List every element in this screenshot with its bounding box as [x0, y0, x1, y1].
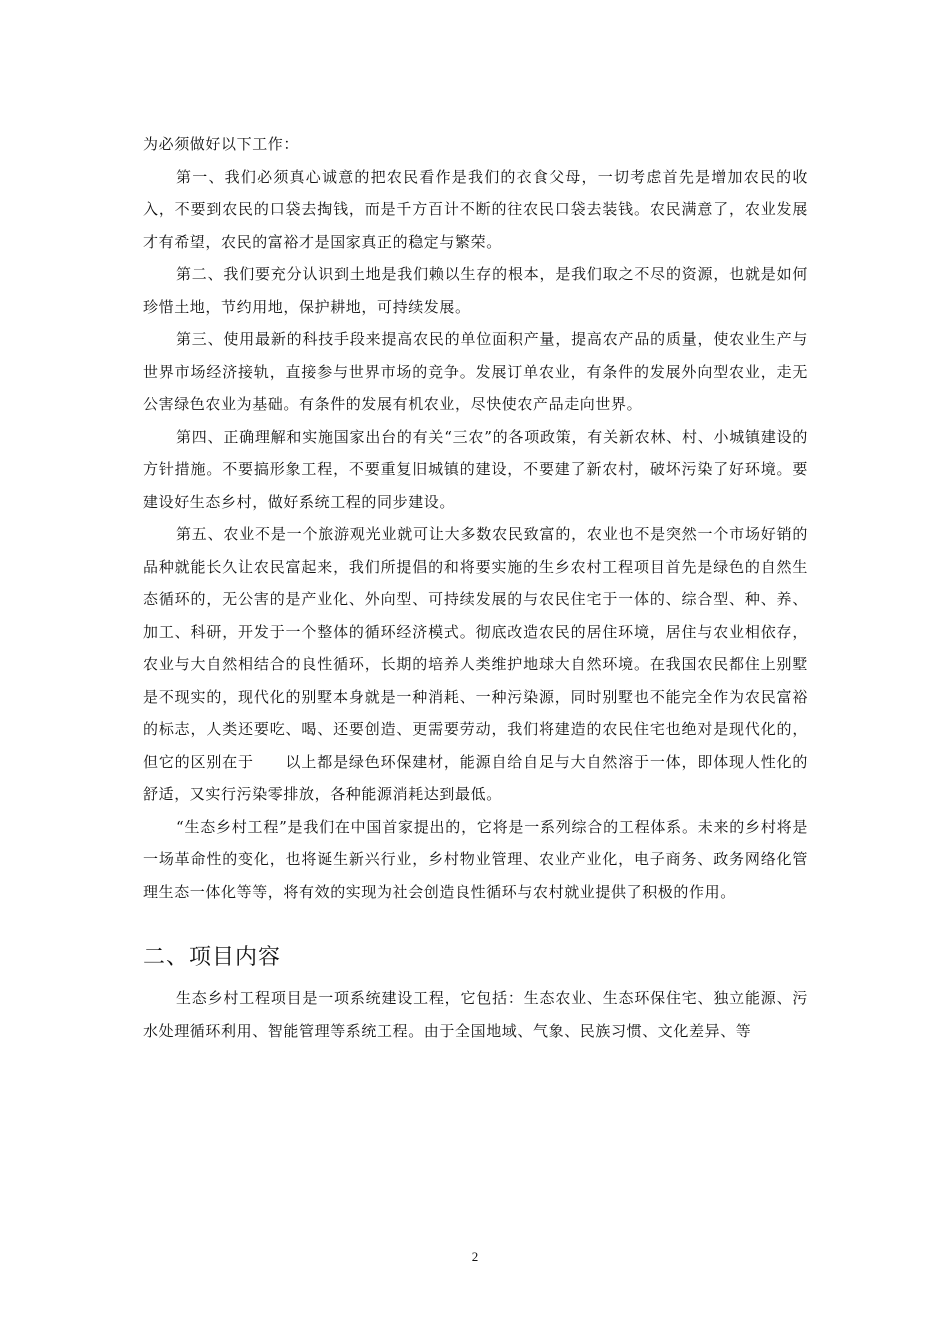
paragraph-point-1: 第一、我们必须真心诚意的把农民看作是我们的衣食父母，一切考虑首先是增加农民的收入，不要到农民的口袋去掏钱，而是千方百计不断的往农民口袋去装钱。农民满意了，农业发展才有希望，农民的富裕才是国家真正的稳定与繁荣。: [143, 167, 808, 251]
paragraph-point-4: 第四、正确理解和实施国家出台的有关“三农”的各项政策，有关新农林、村、小城镇建设的方针措施。不要搞形象工程，不要重复旧城镇的建设，不要建了新农村，破坏污染了好环境。要建设好生态乡村，做好系统工程的同步建设。: [143, 427, 808, 511]
document-body: [143, 128, 808, 1047]
paragraph-eco-village: “生态乡村工程”是我们在中国首家提出的，它将是一系列综合的工程体系。未来的乡村将是一场革命性的变化，也将诞生新兴行业，乡村物业管理、农业产业化，电子商务、政务网络化管理生态一体化等等，将有效的实现为社会创造良性循环与农村就业提供了积极的作用。: [143, 817, 808, 901]
paragraph-intro: 为必须做好以下工作：: [143, 135, 300, 153]
paragraph-point-2: 第二、我们要充分认识到土地是我们赖以生存的根本，是我们取之不尽的资源，也就是如何珍惜土地，节约用地，保护耕地，可持续发展。: [143, 265, 808, 316]
paragraph-project-content: 生态乡村工程项目是一项系统建设工程，它包括：生态农业、生态环保住宅、独立能源、污水处理循环利用、智能管理等系统工程。由于全国地域、气象、民族习惯、文化差异、等: [143, 989, 808, 1040]
paragraph-point-5: 第五、农业不是一个旅游观光业就可让大多数农民致富的，农业也不是突然一个市场好销的品种就能长久让农民富起来，我们所提倡的和将要实施的生乡农村工程项目首先是绿色的自然生态循环的，无公害的是产业化、外向型、可持续发展的与农民住宅于一体的、综合型、种、养、加工、科研，开发于一个整体的循环经济模式。彻底改造农民的居住环境，居住与农业相依存，农业与大自然相结合的良性循环，长期的培养人类维护地球大自然环境。在我国农民都住上别墅是不现实的，现代化的别墅本身就是一种消耗、一种污染源，同时别墅也不能完全作为农民富裕的标志，人类还要吃、喝、还要创造、更需要劳动，我们将建造的农民住宅也绝对是现代化的，但它的区别在于 以上都是绿色环保建材，能源自给自足与大自然溶于一体，即体现人性化的舒适，又实行污染零排放，各种能源消耗达到最低。: [143, 525, 808, 803]
page-number: 2: [471, 1249, 479, 1264]
section-heading: 二、项目内容: [143, 945, 282, 970]
paragraph-point-3: 第三、使用最新的科技手段来提高农民的单位面积产量，提高农产品的质量，使农业生产与世界市场经济接轨，直接参与世界市场的竞争。发展订单农业，有条件的发展外向型农业，走无公害绿色农业为基础。有条件的发展有机农业，尽快使农产品走向世界。: [143, 330, 808, 413]
